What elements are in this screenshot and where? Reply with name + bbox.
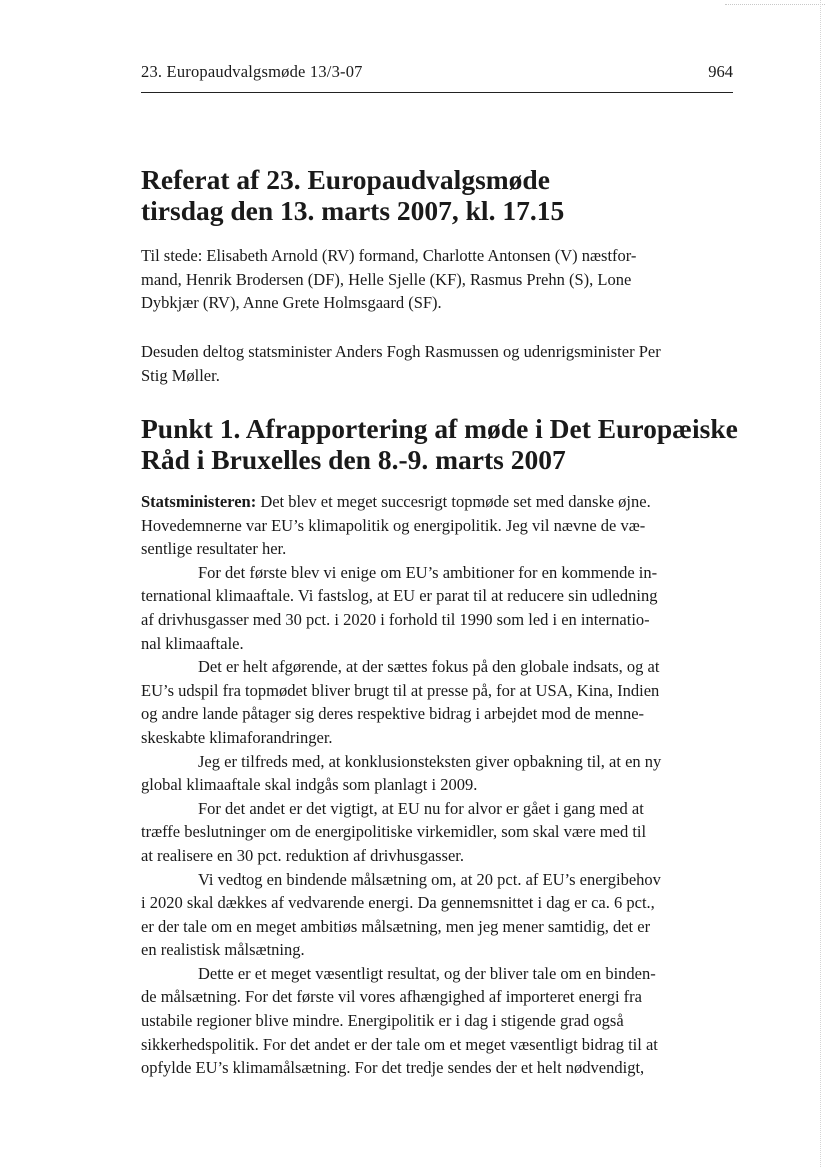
body-line: træffe beslutninger om de energipolitiske virkemidler, som skal være med til [141,822,647,842]
body-line: Vi vedtog en bindende målsætning om, at 20 pct. af EU’s energibehov [198,869,661,889]
document-title-line: Referat af 23. Europaudvalgsmøde [141,164,550,195]
body-line: i 2020 skal dækkes af vedvarende energi. Da gennemsnittet i dag er ca. 6 pct., [141,893,655,913]
body-line: opfylde EU’s klimamålsætning. For det tredje sendes der et helt nødvendigt, [141,1058,645,1078]
body-line: de målsætning. For det første vil vores afhængighed af importeret energi fra [141,987,642,1007]
scan-edge-top [725,4,825,5]
body-line: ternational klimaaftale. Vi fastslog, at EU er parat til at reducere sin udledning [141,586,658,606]
section-heading-line: Punkt 1. Afrapportering af møde i Det Europæiske [141,413,738,444]
body-line [141,490,741,514]
section-heading [141,413,751,475]
body-line: Hovedemnerne var EU’s klimapolitik og energipolitik. Jeg vil nævne de væ- [141,515,646,535]
body-line-text: Det blev et meget succesrigt topmøde set med danske øjne. [256,492,651,511]
attendance-line: Dybkjær (RV), Anne Grete Holmsgaard (SF). [141,293,442,313]
attendance-line: Til stede: Elisabeth Arnold (RV) formand, Charlotte Antonsen (V) næstfor- [141,246,637,265]
body-line: EU’s udspil fra topmødet bliver brugt til at presse på, for at USA, Kina, Indien [141,680,660,700]
also-present-paragraph [141,340,741,387]
speech-body [141,490,741,1080]
body-line: af drivhusgasser med 30 pct. i 2020 i forhold til 1990 som led i en internatio- [141,609,650,629]
running-header-title: 23. Europaudvalgsmøde 13/3-07 [141,62,363,81]
speaker-name: Statsministeren: [141,492,257,511]
body-line: Det er helt afgørende, at der sættes fokus på den globale indsats, og at [198,657,660,677]
body-line: en realistisk målsætning. [141,940,305,960]
body-line: For det andet er det vigtigt, at EU nu for alvor er gået i gang med at [198,798,644,818]
page-number: 964 [708,62,733,81]
body-line: er der tale om en meget ambitiøs målsætning, men jeg mener samtidig, det er [141,916,651,936]
running-header [141,62,733,93]
also-present-line: Desuden deltog statsminister Anders Fogh Rasmussen og udenrigsminister Per [141,342,661,361]
scan-edge-right [820,0,821,1167]
body-line: at realisere en 30 pct. reduktion af drivhusgasser. [141,845,465,865]
body-line: Dette er et meget væsentligt resultat, og der bliver tale om en binden- [198,963,656,983]
body-line: sikkerhedspolitik. For det andet er der tale om et meget væsentligt bidrag til at [141,1034,658,1054]
body-line: global klimaaftale skal indgås som planlagt i 2009. [141,775,478,795]
document-title [141,164,741,226]
attendance-paragraph [141,244,741,315]
also-present-line: Stig Møller. [141,365,220,385]
body-line: Jeg er tilfreds med, at konklusionsteksten giver opbakning til, at en ny [198,751,662,771]
attendance-line: mand, Henrik Brodersen (DF), Helle Sjelle (KF), Rasmus Prehn (S), Lone [141,269,632,289]
document-title-line: tirsdag den 13. marts 2007, kl. 17.15 [141,195,565,226]
body-line: og andre lande påtager sig deres respektive bidrag i arbejdet mod de menne- [141,704,645,724]
body-line: sentlige resultater her. [141,539,287,559]
body-line: ustabile regioner blive mindre. Energipolitik er i dag i stigende grad også [141,1011,624,1031]
section-heading-line: Råd i Bruxelles den 8.-9. marts 2007 [141,444,566,475]
body-line: nal klimaaftale. [141,633,244,653]
body-line: For det første blev vi enige om EU’s ambitioner for en kommende in- [198,562,658,582]
body-line: skeskabte klimaforandringer. [141,727,333,747]
